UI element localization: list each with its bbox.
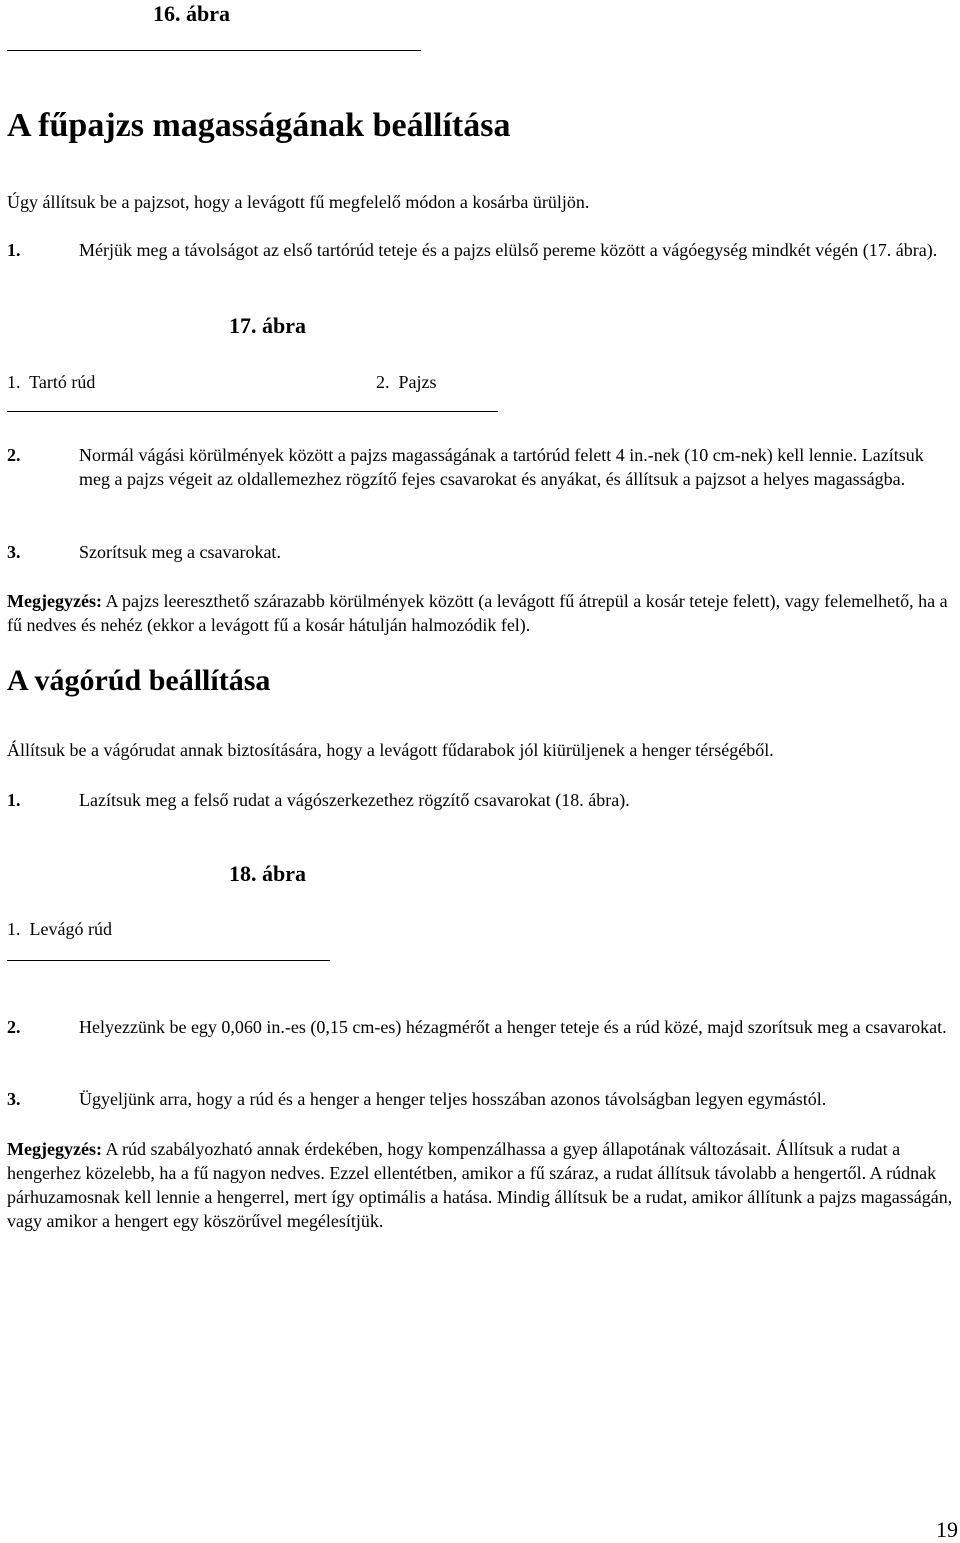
note-1 — [7, 589, 957, 637]
page-number: 19 — [936, 1517, 958, 1542]
note-1-label: Megjegyzés: — [7, 591, 102, 611]
step-2b-text: Helyezzünk be egy 0,060 in.-es (0,15 cm-es) hézagmérőt a henger teteje és a rúd közé, majd szorítsuk meg a csavarokat. — [79, 1017, 947, 1037]
step-3-text: Szorítsuk meg a csavarokat. — [79, 542, 281, 562]
figure-16-caption: 16. ábra — [153, 1, 230, 26]
note-2-label: Megjegyzés: — [7, 1139, 102, 1159]
step-3b-text: Ügyeljünk arra, hogy a rúd és a henger a henger teljes hosszában azonos távolságban legyen egymástól. — [79, 1089, 827, 1109]
note-2 — [7, 1137, 957, 1233]
section-heading-cutting-bar: A vágórúd beállítása — [7, 664, 271, 697]
figure-18-label-cutting-bar: 1. Levágó rúd — [7, 919, 112, 939]
figure-18-caption: 18. ábra — [229, 861, 306, 886]
step-1b-text: Lazítsuk meg a felső rudat a vágószerkezethez rögzítő csavarokat (18. ábra). — [79, 790, 630, 810]
step-1-text-content: Mérjük meg a távolságot az első tartórúd teteje és a pajzs elülső pereme között a vágóegység mindkét végén (17. ábra). — [79, 240, 938, 260]
intro-paragraph: Úgy állítsuk be a pajzsot, hogy a levágott fű megfelelő módon a kosárba ürüljön. — [7, 192, 590, 212]
step-3-number: 3. — [7, 542, 21, 562]
step-1b-number: 1. — [7, 790, 21, 810]
step-2-text: Normál vágási körülmények között a pajzs magasságának a tartórúd felett 4 in.-nek (10 cm-nek) kell lennie. Lazítsuk meg a pajzs végeit az oldallemezhez rögzítő fejes csavarokat és anyákat, és állítsuk a pajzsot a helyes magasságba. — [79, 445, 924, 489]
figure-17-label-shield: 2. Pajzs — [376, 372, 437, 392]
figure-17-divider — [7, 411, 498, 412]
step-2b-number: 2. — [7, 1017, 21, 1037]
intro-2-paragraph: Állítsuk be a vágórudat annak biztosítására, hogy a levágott fűdarabok jól kiürüljenek a henger térségéből. — [7, 740, 774, 760]
step-1-number: 1. — [7, 240, 21, 260]
step-3b-number: 3. — [7, 1089, 21, 1109]
section-heading-shield-height: A fűpajzs magasságának beállítása — [7, 107, 511, 144]
step-2-number: 2. — [7, 445, 21, 465]
note-2-text: A rúd szabályozható annak érdekében, hogy kompenzálhassa a gyep állapotának változásait. Állítsuk a rudat a hengerhez közelebb, ha a fű nagyon nedves. Ezzel ellentétben, amikor a fű száraz, a rudat állítsuk távolabb a hengertől. A rúdnak párhuzamosnak kell lennie a hengerrel, mert így optimális a hatása. Mindig állítsuk be a rudat, amikor állítunk a pajzs magasságán, vagy amikor a hengert egy köszörűvel megélesítjük. — [7, 1139, 953, 1231]
figure-17-caption: 17. ábra — [229, 313, 306, 338]
step-1-text — [7, 238, 957, 262]
figure-17-label-support-rod: 1. Tartó rúd — [7, 372, 96, 392]
figure-16-divider — [7, 50, 421, 51]
figure-18-divider — [7, 960, 330, 961]
note-1-text: A pajzs leereszthető szárazabb körülmények között (a levágott fű átrepül a kosár teteje felett), vagy felemelhető, ha a fű nedves és nehéz (ekkor a levágott fű a kosár hátulján halmozódik fel). — [7, 591, 948, 635]
